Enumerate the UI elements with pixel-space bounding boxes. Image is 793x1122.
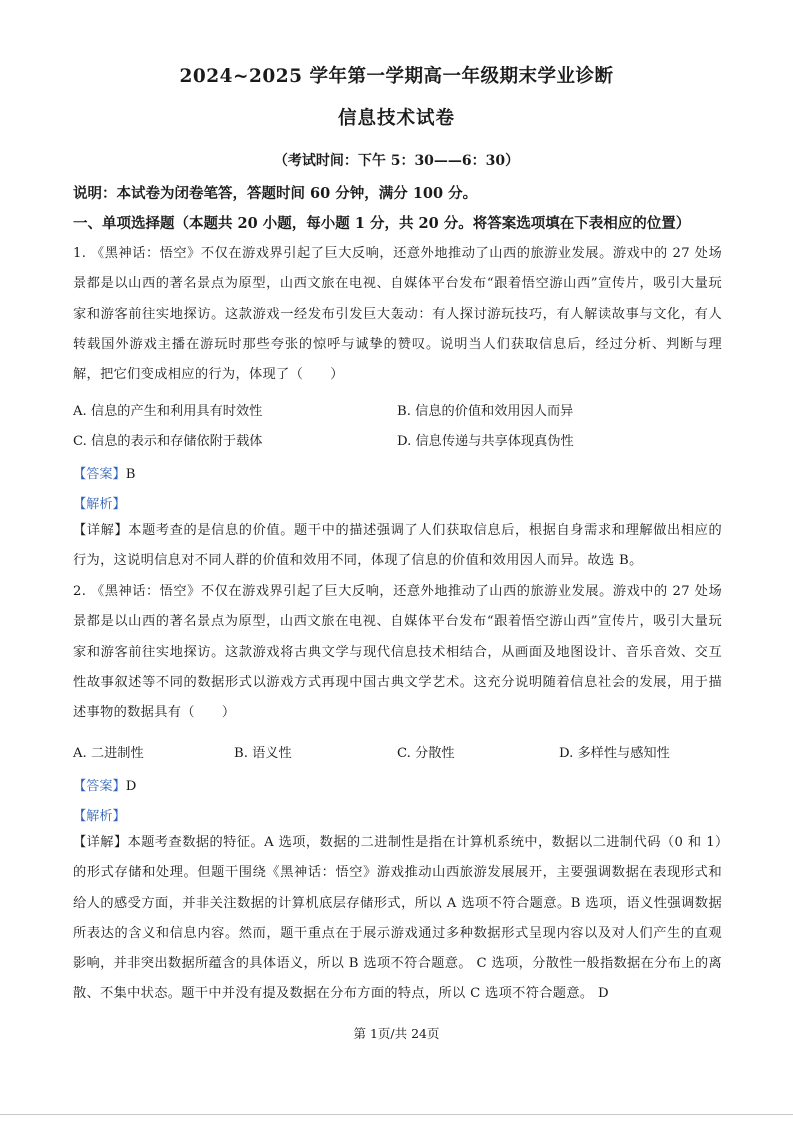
question-2-detail: 【详解】本题考查数据的特征。A 选项，数据的二进制性是指在计算机系统中，数据以二进制代码（0 和 1）的形式存储和处理。但题干围绕《黑神话：悟空》游戏推动山西旅游发展展开，主要强调数据在表现形式和给人的感受方面，并非关注数据的计算机底层存储形式，所以 A 选项不符合题意。B 选项，语义性强调数据所表达的含义和信息内容。然而，题干重点在于展示游戏通过多种数据形式呈现内容以及对人们产生的直观影响，并非突出数据所蕴含的具体语义，所以 B 选项不符合题意。 C 选项，分散性一般指数据在分布上的离散、不集中状态。题干中并没有提及数据在分布方面的特点，所以 C 选项不符合题意。 D <box>73 835 722 1002</box>
question-2-analysis-label: 【解析】 <box>73 809 126 824</box>
question-2-option-a: A. 二进制性 <box>73 746 144 761</box>
question-1-detail: 【详解】本题考查的是信息的价值。题干中的描述强调了人们获取信息后，根据自身需求和理解做出相应的行为，这说明信息对不同人群的价值和效用不同，体现了信息的价值和效用因人而异。故选 B。 <box>73 523 722 569</box>
question-1-answer <box>73 463 135 482</box>
answer-value: D <box>125 779 137 794</box>
question-1-option-b: B. 信息的价值和效用因人而异 <box>397 404 574 419</box>
subject-title: 信息技术试卷 <box>337 108 455 129</box>
answer-value: B <box>125 467 136 482</box>
bottom-divider <box>0 1114 793 1115</box>
question-2-option-d: D. 多样性与感知性 <box>559 746 670 761</box>
question-2-stem: 2. 《黑神话：悟空》不仅在游戏界引起了巨大反响，还意外地推动了山西的旅游业发展。游戏中的 27 处场景都是以山西的著名景点为原型，山西文旅在电视、自媒体平台发布“跟着悟空游山西”宣传片，吸引大量玩家和游客前往实地探访。这款游戏将古典文学与现代信息技术相结合，从画面及地图设计、音乐音效、交互性故事叙述等不同的数据形式以游戏方式再现中国古典文学艺术。这充分说明随着信息社会的发展，用于描述事物的数据具有（ ） <box>73 584 722 721</box>
question-1-analysis-label: 【解析】 <box>73 497 126 512</box>
exam-title: 2024~2025 学年第一学期高一年级期末学业诊断 <box>179 66 614 87</box>
question-1-option-c: C. 信息的表示和存储依附于载体 <box>73 434 263 449</box>
question-2-answer <box>73 775 136 794</box>
exam-instructions: 说明：本试卷为闭卷笔答，答题时间 60 分钟，满分 100 分。 <box>73 185 478 202</box>
question-1-option-d: D. 信息传递与共享体现真伪性 <box>397 434 574 449</box>
exam-time: （考试时间：下午 5：30——6：30） <box>273 153 520 169</box>
question-2-option-b: B. 语义性 <box>234 746 292 761</box>
page-number: 第 1页/共 24页 <box>353 1026 440 1041</box>
question-2-option-c: C. 分散性 <box>397 746 455 761</box>
section-heading: 一、单项选择题（本题共 20 小题，每小题 1 分，共 20 分。将答案选项填在下表相应的位置） <box>73 215 691 232</box>
answer-label: 【答案】 <box>73 467 126 482</box>
answer-label: 【答案】 <box>73 779 126 794</box>
question-1-stem: 1. 《黑神话：悟空》不仅在游戏界引起了巨大反响，还意外地推动了山西的旅游业发展。游戏中的 27 处场景都是以山西的著名景点为原型，山西文旅在电视、自媒体平台发布“跟着悟空游山西”宣传片，吸引大量玩家和游客前往实地探访。这款游戏一经发布引发巨大轰动：有人探讨游玩技巧，有人解读故事与文化，有人转载国外游戏主播在游玩时那些夸张的惊呼与诚挚的赞叹。说明当人们获取信息后，经过分析、判断与理解，把它们变成相应的行为，体现了（ ） <box>73 246 722 383</box>
question-1-option-a: A. 信息的产生和利用具有时效性 <box>73 404 263 419</box>
